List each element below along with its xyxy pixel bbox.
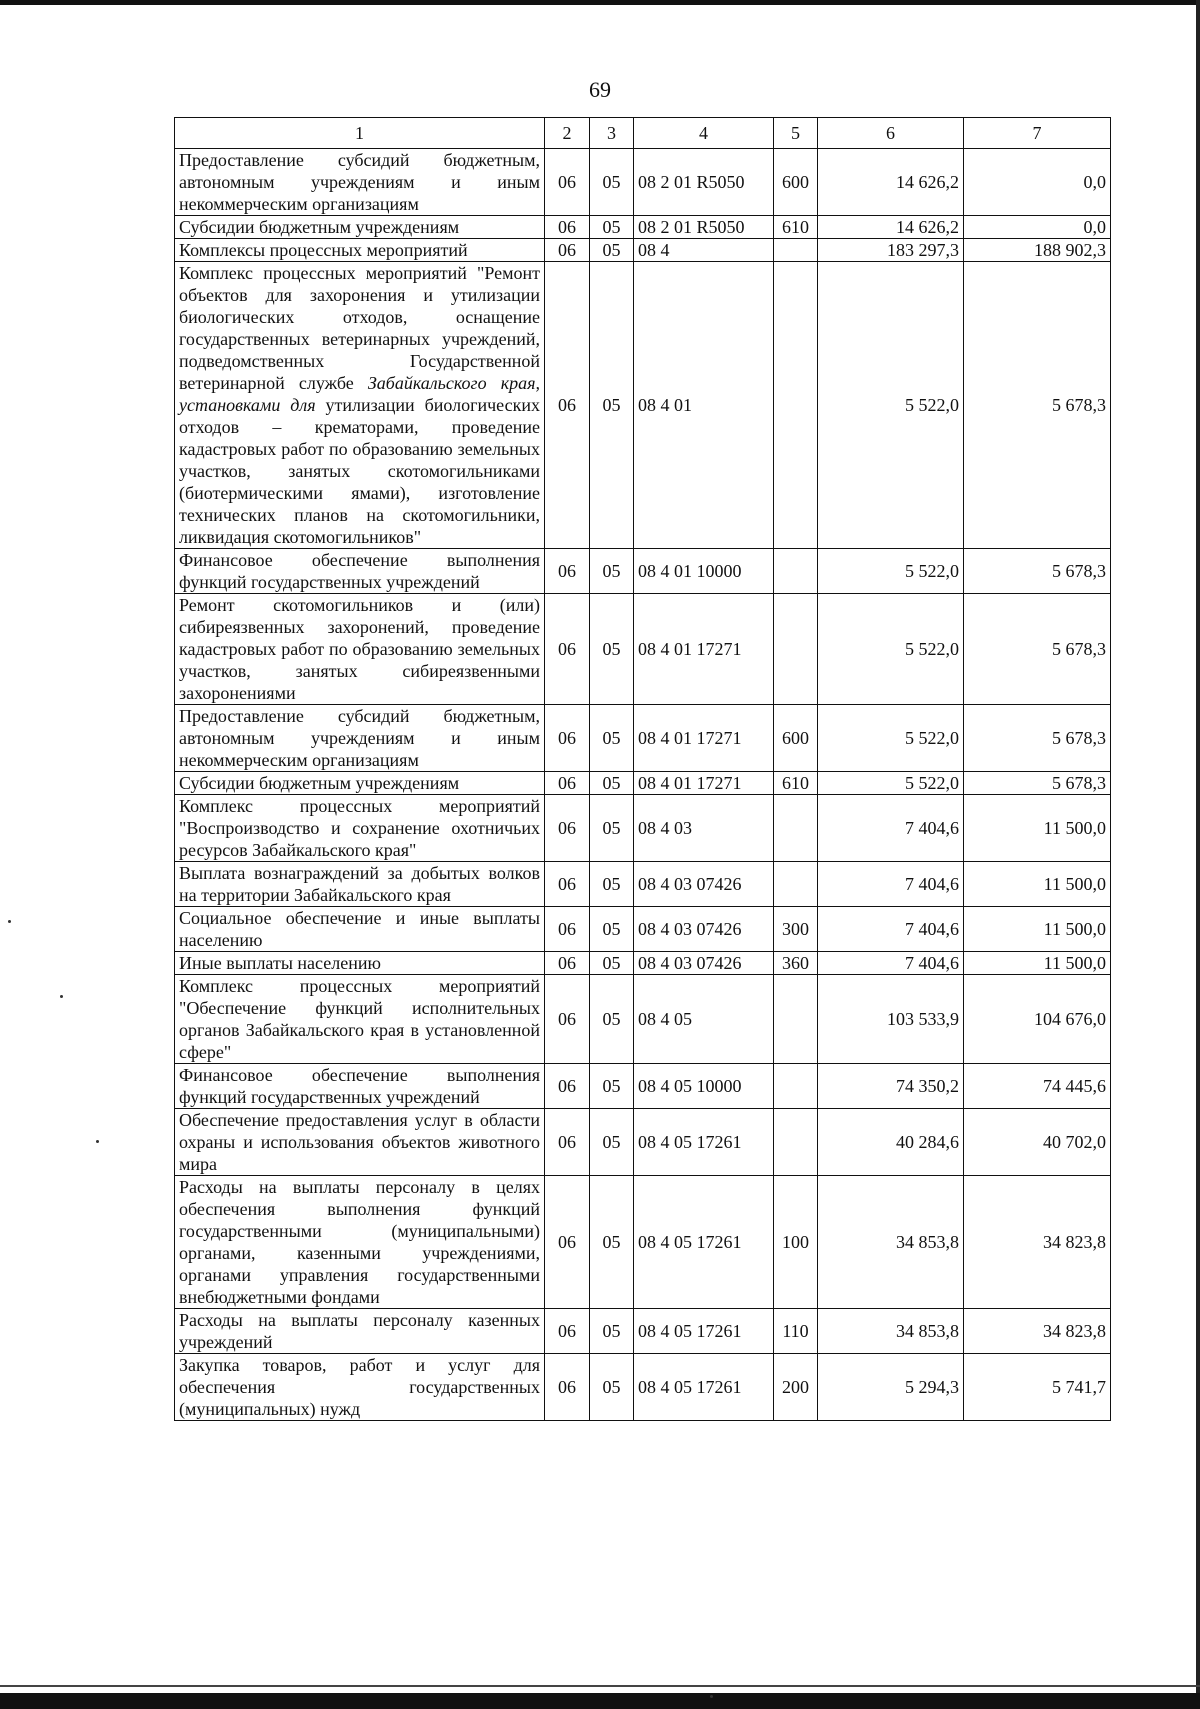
expense-type-code: 610 (774, 216, 818, 239)
amount-year-1: 5 522,0 (818, 594, 964, 705)
table-row (175, 1176, 1111, 1309)
amount-year-2: 5 678,3 (964, 772, 1111, 795)
amount-year-2: 34 823,8 (964, 1176, 1111, 1309)
section-code: 06 (545, 1109, 590, 1176)
subsection-code: 05 (590, 705, 634, 772)
amount-year-1: 7 404,6 (818, 795, 964, 862)
amount-year-1: 7 404,6 (818, 907, 964, 952)
amount-year-1: 103 533,9 (818, 975, 964, 1064)
item-name: Предоставление субсидий бюджетным, автономным учреждениям и иным некоммерческим организациям (175, 149, 545, 216)
scan-speck (710, 1695, 713, 1698)
table-row (175, 907, 1111, 952)
subsection-code: 05 (590, 149, 634, 216)
subsection-code: 05 (590, 862, 634, 907)
amount-year-2: 0,0 (964, 149, 1111, 216)
table-row (175, 862, 1111, 907)
table-row (175, 705, 1111, 772)
expense-type-code: 100 (774, 1176, 818, 1309)
item-name: Комплексы процессных мероприятий (175, 239, 545, 262)
page-number: 69 (589, 77, 611, 102)
item-name: Финансовое обеспечение выполнения функций государственных учреждений (175, 1064, 545, 1109)
target-article-code: 08 4 03 (634, 795, 774, 862)
item-name-part: утилизации биологических отходов – крематорами, проведение кадастровых работ по образованию земельных участков, занятых скотомогильниками (биотермическими ямами), изготовление технических планов на скотомогильники, ликвидация скотомогильников" (179, 395, 540, 547)
amount-year-1: 14 626,2 (818, 149, 964, 216)
scan-speck (8, 920, 11, 923)
table-row (175, 1064, 1111, 1109)
column-header: 6 (818, 118, 964, 149)
scan-edge-top (0, 0, 1200, 5)
expense-type-code (774, 594, 818, 705)
expense-type-code (774, 862, 818, 907)
target-article-code: 08 4 01 17271 (634, 594, 774, 705)
amount-year-1: 7 404,6 (818, 862, 964, 907)
column-header: 2 (545, 118, 590, 149)
scan-speck (60, 995, 63, 998)
amount-year-2: 5 678,3 (964, 262, 1111, 549)
expense-type-code (774, 239, 818, 262)
item-name: Ремонт скотомогильников и (или) сибиреязвенных захоронений, проведение кадастровых работ по образованию земельных участков, занятых сибиреязвенными захоронениями (175, 594, 545, 705)
section-code: 06 (545, 594, 590, 705)
target-article-code: 08 4 (634, 239, 774, 262)
amount-year-1: 5 522,0 (818, 705, 964, 772)
section-code: 06 (545, 975, 590, 1064)
amount-year-2: 5 678,3 (964, 549, 1111, 594)
section-code: 06 (545, 262, 590, 549)
target-article-code: 08 2 01 R5050 (634, 216, 774, 239)
expense-type-code: 600 (774, 149, 818, 216)
amount-year-2: 34 823,8 (964, 1309, 1111, 1354)
subsection-code: 05 (590, 1354, 634, 1421)
section-code: 06 (545, 952, 590, 975)
amount-year-1: 7 404,6 (818, 952, 964, 975)
table-row (175, 952, 1111, 975)
target-article-code: 08 4 03 07426 (634, 952, 774, 975)
item-name: Выплата вознаграждений за добытых волков на территории Забайкальского края (175, 862, 545, 907)
amount-year-2: 5 741,7 (964, 1354, 1111, 1421)
table-row (175, 549, 1111, 594)
scan-edge-right (1196, 0, 1200, 1709)
subsection-code: 05 (590, 975, 634, 1064)
expense-type-code (774, 549, 818, 594)
subsection-code: 05 (590, 239, 634, 262)
target-article-code: 08 4 01 17271 (634, 772, 774, 795)
target-article-code: 08 4 01 17271 (634, 705, 774, 772)
subsection-code: 05 (590, 795, 634, 862)
section-code: 06 (545, 862, 590, 907)
item-name-part-italic: Забайкальского края, установками для (179, 373, 540, 415)
scan-edge-bottom (0, 1693, 1200, 1709)
amount-year-2: 74 445,6 (964, 1064, 1111, 1109)
amount-year-2: 5 678,3 (964, 705, 1111, 772)
scan-edge-bottom-line (0, 1685, 1200, 1687)
subsection-code: 05 (590, 262, 634, 549)
section-code: 06 (545, 549, 590, 594)
amount-year-1: 183 297,3 (818, 239, 964, 262)
table-row (175, 772, 1111, 795)
amount-year-2: 11 500,0 (964, 952, 1111, 975)
table-row (175, 239, 1111, 262)
amount-year-2: 11 500,0 (964, 907, 1111, 952)
item-name: Субсидии бюджетным учреждениям (175, 772, 545, 795)
item-name: Обеспечение предоставления услуг в области охраны и использования объектов животного мира (175, 1109, 545, 1176)
subsection-code: 05 (590, 1064, 634, 1109)
section-code: 06 (545, 705, 590, 772)
expense-type-code (774, 1109, 818, 1176)
table-row (175, 594, 1111, 705)
amount-year-1: 5 294,3 (818, 1354, 964, 1421)
expense-type-code (774, 1064, 818, 1109)
column-header: 7 (964, 118, 1111, 149)
expense-type-code (774, 795, 818, 862)
column-header: 4 (634, 118, 774, 149)
section-code: 06 (545, 795, 590, 862)
expense-type-code: 610 (774, 772, 818, 795)
amount-year-2: 40 702,0 (964, 1109, 1111, 1176)
section-code: 06 (545, 239, 590, 262)
subsection-code: 05 (590, 907, 634, 952)
amount-year-2: 188 902,3 (964, 239, 1111, 262)
budget-table (174, 117, 1111, 1421)
item-name: Расходы на выплаты персоналу в целях обеспечения выполнения функций государственными (муниципальными) органами, казенными учреждениями, органами управления государственными внебюджетными фондами (175, 1176, 545, 1309)
expense-type-code: 110 (774, 1309, 818, 1354)
section-code: 06 (545, 1176, 590, 1309)
scan-speck (96, 1140, 99, 1143)
amount-year-2: 104 676,0 (964, 975, 1111, 1064)
expense-type-code: 200 (774, 1354, 818, 1421)
subsection-code: 05 (590, 1176, 634, 1309)
expense-type-code: 600 (774, 705, 818, 772)
target-article-code: 08 4 01 10000 (634, 549, 774, 594)
target-article-code: 08 4 03 07426 (634, 862, 774, 907)
subsection-code: 05 (590, 549, 634, 594)
column-header: 5 (774, 118, 818, 149)
item-name: Закупка товаров, работ и услуг для обеспечения государственных (муниципальных) нужд (175, 1354, 545, 1421)
expense-type-code: 300 (774, 907, 818, 952)
amount-year-2: 11 500,0 (964, 862, 1111, 907)
subsection-code: 05 (590, 1109, 634, 1176)
target-article-code: 08 4 05 17261 (634, 1176, 774, 1309)
subsection-code: 05 (590, 772, 634, 795)
item-name: Иные выплаты населению (175, 952, 545, 975)
section-code: 06 (545, 1064, 590, 1109)
amount-year-1: 14 626,2 (818, 216, 964, 239)
item-name: Субсидии бюджетным учреждениям (175, 216, 545, 239)
expense-type-code (774, 975, 818, 1064)
item-name (175, 262, 545, 549)
amount-year-2: 5 678,3 (964, 594, 1111, 705)
section-code: 06 (545, 907, 590, 952)
target-article-code: 08 4 05 (634, 975, 774, 1064)
target-article-code: 08 4 03 07426 (634, 907, 774, 952)
subsection-code: 05 (590, 952, 634, 975)
table-row (175, 216, 1111, 239)
amount-year-2: 11 500,0 (964, 795, 1111, 862)
table-row (175, 1354, 1111, 1421)
item-name: Финансовое обеспечение выполнения функций государственных учреждений (175, 549, 545, 594)
table-row (175, 262, 1111, 549)
expense-type-code (774, 262, 818, 549)
target-article-code: 08 4 05 17261 (634, 1354, 774, 1421)
amount-year-1: 40 284,6 (818, 1109, 964, 1176)
section-code: 06 (545, 1309, 590, 1354)
section-code: 06 (545, 1354, 590, 1421)
section-code: 06 (545, 216, 590, 239)
amount-year-1: 5 522,0 (818, 772, 964, 795)
item-name: Комплекс процессных мероприятий "Обеспечение функций исполнительных органов Забайкальского края в установленной сфере" (175, 975, 545, 1064)
target-article-code: 08 4 05 10000 (634, 1064, 774, 1109)
expense-type-code: 360 (774, 952, 818, 975)
item-name: Социальное обеспечение и иные выплаты населению (175, 907, 545, 952)
target-article-code: 08 4 01 (634, 262, 774, 549)
section-code: 06 (545, 772, 590, 795)
target-article-code: 08 2 01 R5050 (634, 149, 774, 216)
amount-year-1: 5 522,0 (818, 549, 964, 594)
table-row (175, 1309, 1111, 1354)
item-name: Предоставление субсидий бюджетным, автономным учреждениям и иным некоммерческим организациям (175, 705, 545, 772)
target-article-code: 08 4 05 17261 (634, 1309, 774, 1354)
table-row (175, 975, 1111, 1064)
column-header: 3 (590, 118, 634, 149)
table-header-row (175, 118, 1111, 149)
subsection-code: 05 (590, 1309, 634, 1354)
subsection-code: 05 (590, 594, 634, 705)
amount-year-1: 34 853,8 (818, 1309, 964, 1354)
table-row (175, 795, 1111, 862)
amount-year-2: 0,0 (964, 216, 1111, 239)
item-name: Расходы на выплаты персоналу казенных учреждений (175, 1309, 545, 1354)
target-article-code: 08 4 05 17261 (634, 1109, 774, 1176)
amount-year-1: 74 350,2 (818, 1064, 964, 1109)
item-name-part: Комплекс процессных мероприятий "Ремонт объектов для захоронения и утилизации биологических отходов, оснащение государственных ветеринарных учреждений, подведомственных Государственной ветеринарной службе (179, 263, 540, 393)
item-name: Комплекс процессных мероприятий "Воспроизводство и сохранение охотничьих ресурсов Забайкальского края" (175, 795, 545, 862)
table-row (175, 149, 1111, 216)
column-header: 1 (175, 118, 545, 149)
amount-year-1: 5 522,0 (818, 262, 964, 549)
section-code: 06 (545, 149, 590, 216)
subsection-code: 05 (590, 216, 634, 239)
amount-year-1: 34 853,8 (818, 1176, 964, 1309)
table-row (175, 1109, 1111, 1176)
